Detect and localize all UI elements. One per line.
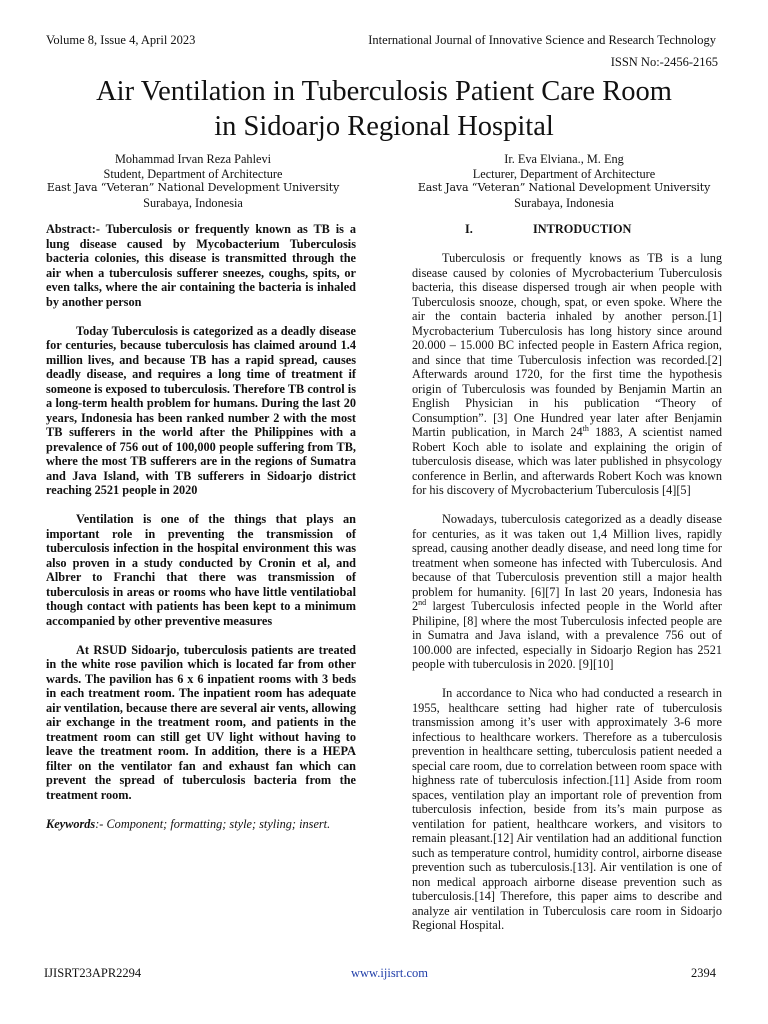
superscript: th <box>582 423 589 433</box>
section-title: INTRODUCTION <box>533 222 632 236</box>
superscript: nd <box>418 597 427 607</box>
abstract-paragraph-4: At RSUD Sidoarjo, tuberculosis patients are treated in the white rose pavilion which is located far from other wards. The pavilion has 6 x 6 inpatient rooms with 3 beds in each treatment room. The inpatient room has adequate air ventilation, because there are several air vents, allowing air exchange in the treatment room, and patients in the treatment room can still get UV light without having to leave the treatment room. In addition, there is a HEPA filter on the ventilator fan and exhaust fan which can prevent the spread of tuberculosis bacteria from the treatment room. <box>46 642 356 802</box>
section-heading <box>412 222 722 237</box>
intro-p1-text-b: 1883, A scientist named Robert Koch able to isolate and explaining the origin of tuberculosis disease, which was later published in phsycology conference in Berlin, and afterwards Robert Koch was known for his discovery of Mycrobacterium Tuberculosis [4][5] <box>412 425 722 497</box>
title-line-1: Air Ventilation in Tuberculosis Patient Care Room <box>96 76 672 107</box>
section-number: I. <box>465 222 473 236</box>
issn: ISSN No:-2456-2165 <box>610 55 718 69</box>
volume-info: Volume 8, Issue 4, April 2023 <box>46 33 196 47</box>
author-institution: East Java “Veteran” National Development University <box>46 181 340 195</box>
right-column <box>412 222 722 933</box>
intro-paragraph-2 <box>412 512 722 672</box>
author-block-2 <box>414 152 714 210</box>
page-number: 2394 <box>691 966 716 980</box>
author-role: Lecturer, Department of Architecture <box>472 166 656 181</box>
intro-p1-text-a: Tuberculosis or frequently knows as TB is a lung disease caused by colonies of Mycrobacterium Tuberculosis bacteria, this disease dispersed trough air when people with Tuberculosis snooze, chough, spat, or even spoke. Where the air the contain bacteria inhaled by another person.[1] Mycrobacterium Tuberculosis has long history since around 20.000 – 15.000 BC infected people in Eastern Africa region, and since that time Tuberculosis infection was recorded.[2] Afterwards around 1720, for the first time the hypothesis origin of Tuberculosis was founded by Benjamin Martin an English Physician in his publication “Theory of Consumption”. [3] One Hundred year later after Benjamin Martin publication, in March 24 <box>412 251 722 439</box>
author-institution: East Java “Veteran” National Development University <box>417 181 711 195</box>
title-line-2: in Sidoarjo Regional Hospital <box>214 111 554 142</box>
author-block-1 <box>43 152 343 210</box>
intro-paragraph-1 <box>412 251 722 498</box>
left-column <box>46 222 356 831</box>
abstract-paragraph-2: Today Tuberculosis is categorized as a deadly disease for centuries, because tuberculosis has claimed around 1.4 million lives, and because TB has a rapid spread, causes deadly disease, and requires a long time of treatment if someone is exposed to tuberculosis. Therefore TB control is a long-term health problem for humans. During the last 20 years, Indonesia has been ranked number 2 with the most TB sufferers in the world after the Philippines with a prevalence of 756 out of 100,000 people suffering from TB, where the most TB sufferers are in the regions of Sumatra and Java Island, with TB sufferers in Sidoarjo district reaching 2521 people in 2020 <box>46 323 356 497</box>
keywords <box>46 817 356 832</box>
intro-paragraph-3: In accordance to Nica who had conducted a research in 1955, healthcare setting had higher rate of tuberculosis transmission among it’s user with approximately 3-6 more infectious to healthcare workers. Therefore as a tuberculosis prevention in healthcare setting, tuberculosis patient needed a special care room, due to correlation between room space with highness rate of tuberculosis infection.[11] Aside from room spaces, ventilation play an important role of prevention from tuberculosis infection, beside from its’s main purpose as ventilation for patient, healthcare workers, and visitors to remain pleasant.[12] Air ventilation had an additional function such as temperature control, humidity control, airborne disease prevention such as tuberculosis.[13]. Air ventilation is one of non medical approach airborne disease prevention such as tuberculosis.[14] Therefore, this paper aims to describe and analyze air ventilation in Tuberculosis care room in Sidoarjo Regional Hospital. <box>412 686 722 932</box>
author-name: Mohammad Irvan Reza Pahlevi <box>114 152 272 166</box>
author-name: Ir. Eva Elviana., M. Eng <box>504 152 624 166</box>
keywords-label: Keywords <box>46 816 96 831</box>
intro-p2-text-a: Nowadays, tuberculosis categorized as a deadly disease for centuries, as it was taken out 1,4 Million lives, rapidly spread, causing another deadly disease, and need long time for treatment when someone has infected with Tuberculosis. And because of that Tuberculosis prevention still a major health problem for humanity. [6][7] In last 20 years, Indonesia has 2 <box>412 512 722 613</box>
paper-id: IJISRT23APR2294 <box>44 966 142 980</box>
author-role: Student, Department of Architecture <box>103 166 283 181</box>
journal-url-link[interactable]: www.ijisrt.com <box>351 966 428 980</box>
keywords-text: :- Component; formatting; style; styling; insert. <box>95 816 331 831</box>
author-city: Surabaya, Indonesia <box>143 195 243 210</box>
journal-name: International Journal of Innovative Science and Research Technology <box>368 33 716 47</box>
abstract-paragraph-3: Ventilation is one of the things that plays an important role in preventing the transmission of tuberculosis infection in the hospital environment this was also proven in a study conducted by Cronin et al, and Albrer to Franchi that there was transmission of tuberculosis in areas or rooms who have little ventilatiobal though contact with patients has been kept to a minimum accompanied by other preventive measures <box>46 512 356 628</box>
intro-p2-text-b: largest Tuberculosis infected people in the World after Philipine, [8] where the most Tuberculosis infected people are in Sumatra and Java island, with a prevalence 756 out of 100.000 are infected, especially in Sidoarjo Region has 2521 people with tuberculosis in 2020. [9][10] <box>412 599 722 671</box>
abstract-paragraph-1: Abstract:- Tuberculosis or frequently known as TB is a lung disease caused by Mycobacterium Tuberculosis bacteria colonies, this disease is transmitted through the air when a tuberculosis sufferer sneezes, coughs, spits, or even talks, where the air containing the bacteria is inhaled by another person <box>46 222 356 309</box>
author-city: Surabaya, Indonesia <box>514 195 614 210</box>
paper-title <box>40 74 728 144</box>
